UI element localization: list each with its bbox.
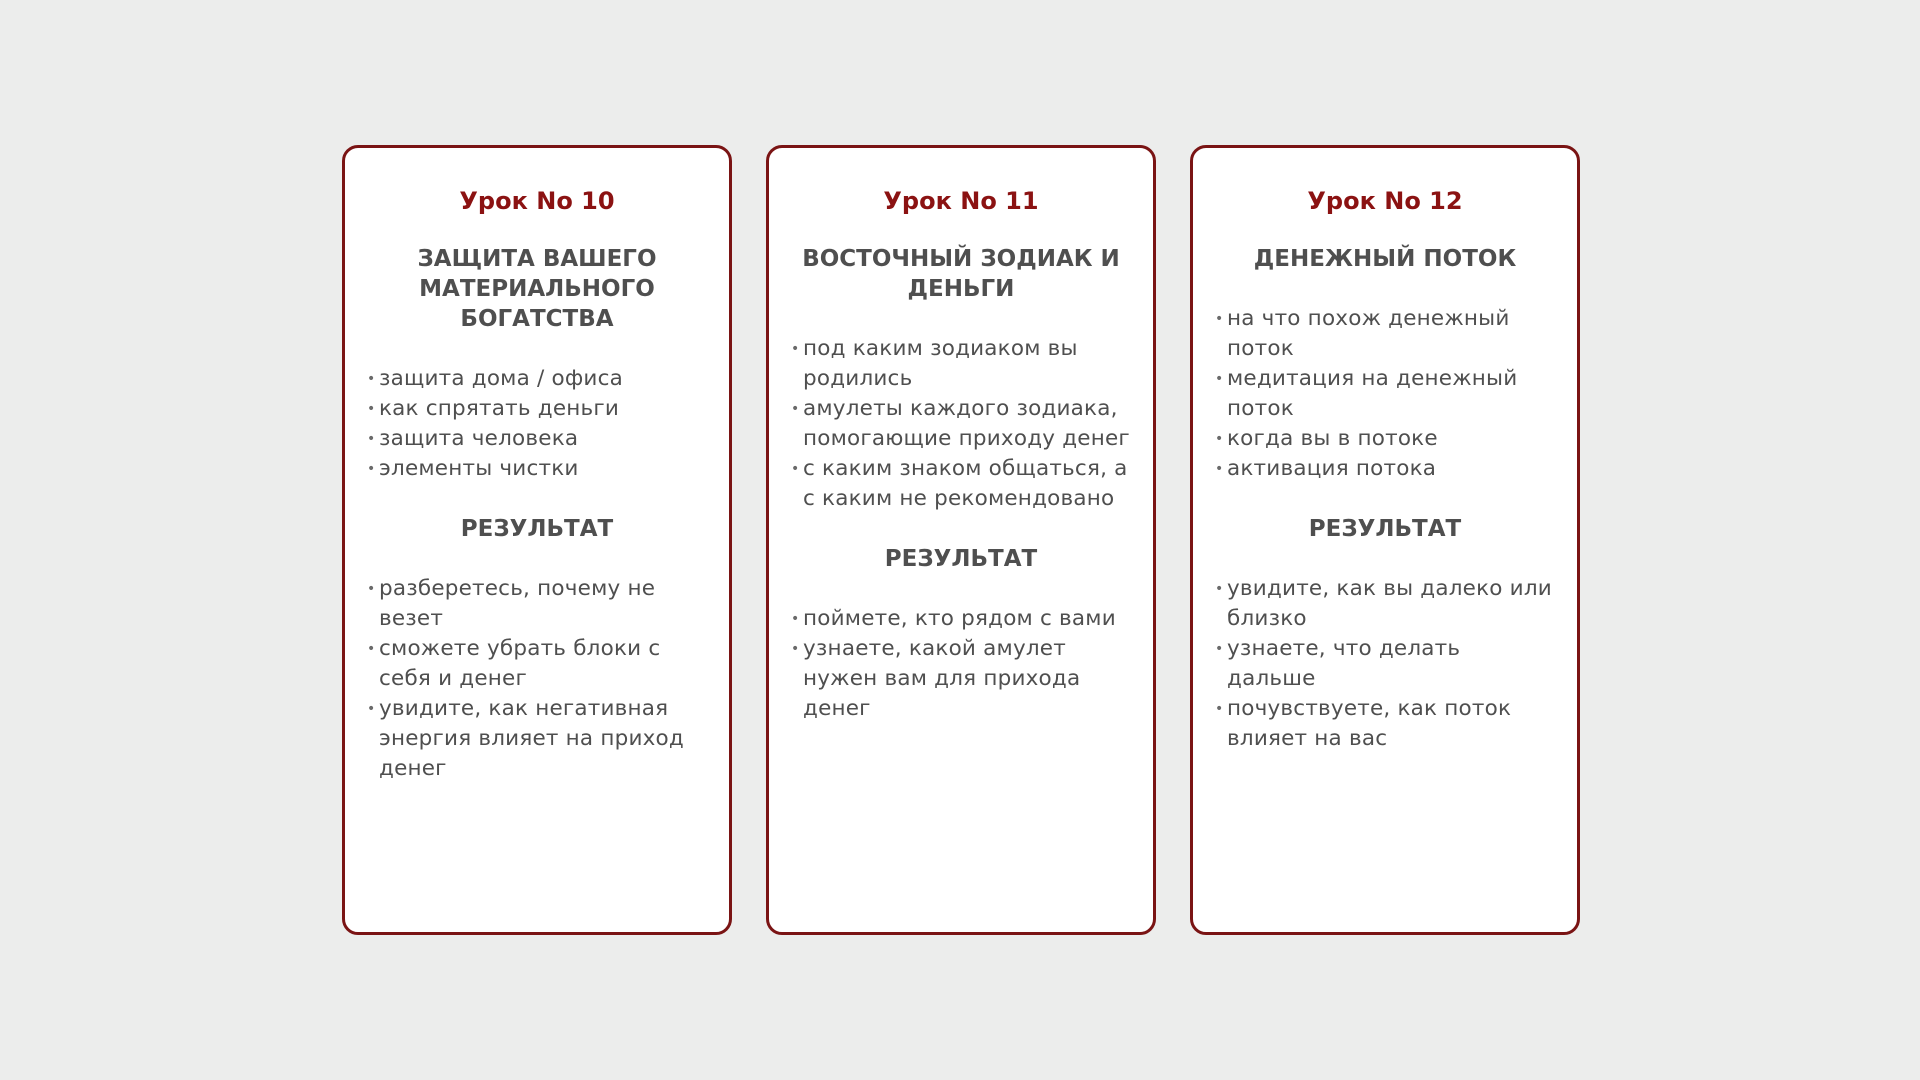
lesson-card-11 xyxy=(766,145,1156,935)
result-heading: РЕЗУЛЬТАТ xyxy=(1308,516,1462,542)
result-item: • увидите, как негативная энергия влияет на приход денег xyxy=(367,694,707,784)
result-list xyxy=(367,574,707,784)
result-item: • разберетесь, почему не везет xyxy=(367,574,707,634)
topic-list xyxy=(791,334,1131,514)
lesson-card-12 xyxy=(1190,145,1580,935)
topic-list xyxy=(1215,304,1555,484)
lesson-title: Урок No 10 xyxy=(459,187,615,215)
result-item: • увидите, как вы далеко или близко xyxy=(1215,574,1555,634)
topic-item: • когда вы в потоке xyxy=(1215,424,1555,454)
topic-list xyxy=(367,364,707,484)
lesson-card-10 xyxy=(342,145,732,935)
topic-item: • на что похож денежный поток xyxy=(1215,304,1555,364)
topic-item: • элементы чистки xyxy=(367,454,707,484)
result-item: • узнаете, что делать дальше xyxy=(1215,634,1555,694)
lesson-topic: ЗАЩИТА ВАШЕГО МАТЕРИАЛЬНОГО БОГАТСТВА xyxy=(417,246,657,332)
result-item: • узнаете, какой амулет нужен вам для прихода денег xyxy=(791,634,1131,724)
topic-item: • защита дома / офиса xyxy=(367,364,707,394)
result-item: • поймете, кто рядом с вами xyxy=(791,604,1131,634)
topic-item: • медитация на денежный поток xyxy=(1215,364,1555,424)
result-list xyxy=(1215,574,1555,754)
topic-item: • с каким знаком общаться, а с каким не рекомендовано xyxy=(791,454,1131,514)
topic-item: • активация потока xyxy=(1215,454,1555,484)
lesson-topic: ВОСТОЧНЫЙ ЗОДИАК И ДЕНЬГИ xyxy=(802,246,1120,302)
topic-item: • под каким зодиаком вы родились xyxy=(791,334,1131,394)
lesson-cards xyxy=(342,145,1580,935)
topic-item: • как спрятать деньги xyxy=(367,394,707,424)
lesson-topic: ДЕНЕЖНЫЙ ПОТОК xyxy=(1253,246,1517,272)
topic-item: • амулеты каждого зодиака, помогающие приходу денег xyxy=(791,394,1131,454)
result-heading: РЕЗУЛЬТАТ xyxy=(884,546,1038,572)
result-list xyxy=(791,604,1131,724)
lesson-title: Урок No 12 xyxy=(1307,187,1463,215)
result-item: • сможете убрать блоки с себя и денег xyxy=(367,634,707,694)
lesson-title: Урок No 11 xyxy=(883,187,1039,215)
topic-item: • защита человека xyxy=(367,424,707,454)
result-item: • почувствуете, как поток влияет на вас xyxy=(1215,694,1555,754)
result-heading: РЕЗУЛЬТАТ xyxy=(460,516,614,542)
